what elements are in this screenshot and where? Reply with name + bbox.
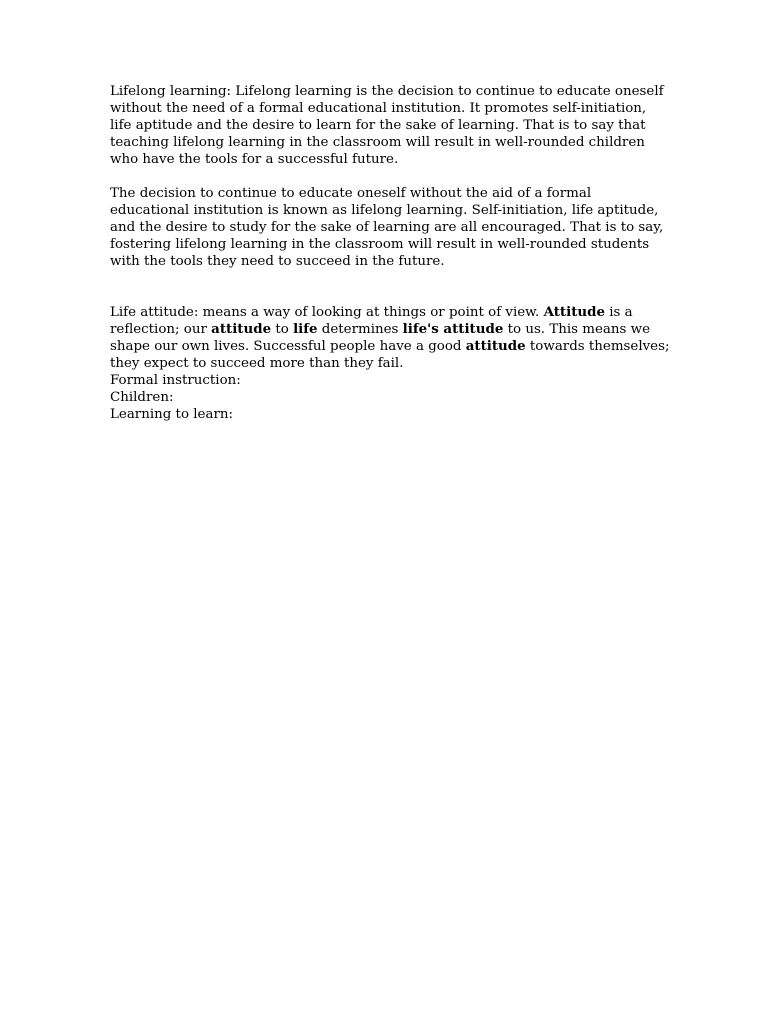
text-segment: is a reflection; our xyxy=(110,305,633,337)
text-segment: Life attitude: means a way of looking at things or point of view. xyxy=(110,305,544,320)
bold-term: Attitude xyxy=(543,304,605,320)
heading-learning-to-learn: Learning to learn: xyxy=(110,407,233,422)
text-segment: to xyxy=(271,322,294,337)
bold-term: life xyxy=(293,321,318,337)
paragraph-lifelong-learning: Lifelong learning: Lifelong learning is the decision to continue to educate oneself without the need of a formal educational institution. It promotes self-initiation, life aptitude and the desire to learn for the sake of learning. That is to say that teaching lifelong learning in the classroom will result in well-rounded children who have the tools for a successful future. xyxy=(110,84,664,167)
heading-formal-instruction: Formal instruction: xyxy=(110,373,241,388)
bold-term: life's attitude xyxy=(402,321,504,337)
document-page xyxy=(110,83,670,423)
bold-term: attitude xyxy=(465,338,526,354)
text-segment: to us. This means we shape our own lives. Successful people have a good xyxy=(110,322,651,354)
text-segment: determines xyxy=(317,322,403,337)
paragraph-lifelong-learning-rewrite: The decision to continue to educate oneself without the aid of a formal educational institution is known as lifelong learning. Self-initiation, life aptitude, and the desire to study for the sake of learning are all encouraged. That is to say, fostering lifelong learning in the classroom will result in well-rounded students with the tools they need to succeed in the future. xyxy=(110,186,664,269)
paragraph-life-attitude xyxy=(110,304,670,372)
text-segment: towards themselves; they expect to succeed more than they fail. xyxy=(110,339,670,371)
bold-term: attitude xyxy=(211,321,272,337)
heading-children: Children: xyxy=(110,390,174,405)
